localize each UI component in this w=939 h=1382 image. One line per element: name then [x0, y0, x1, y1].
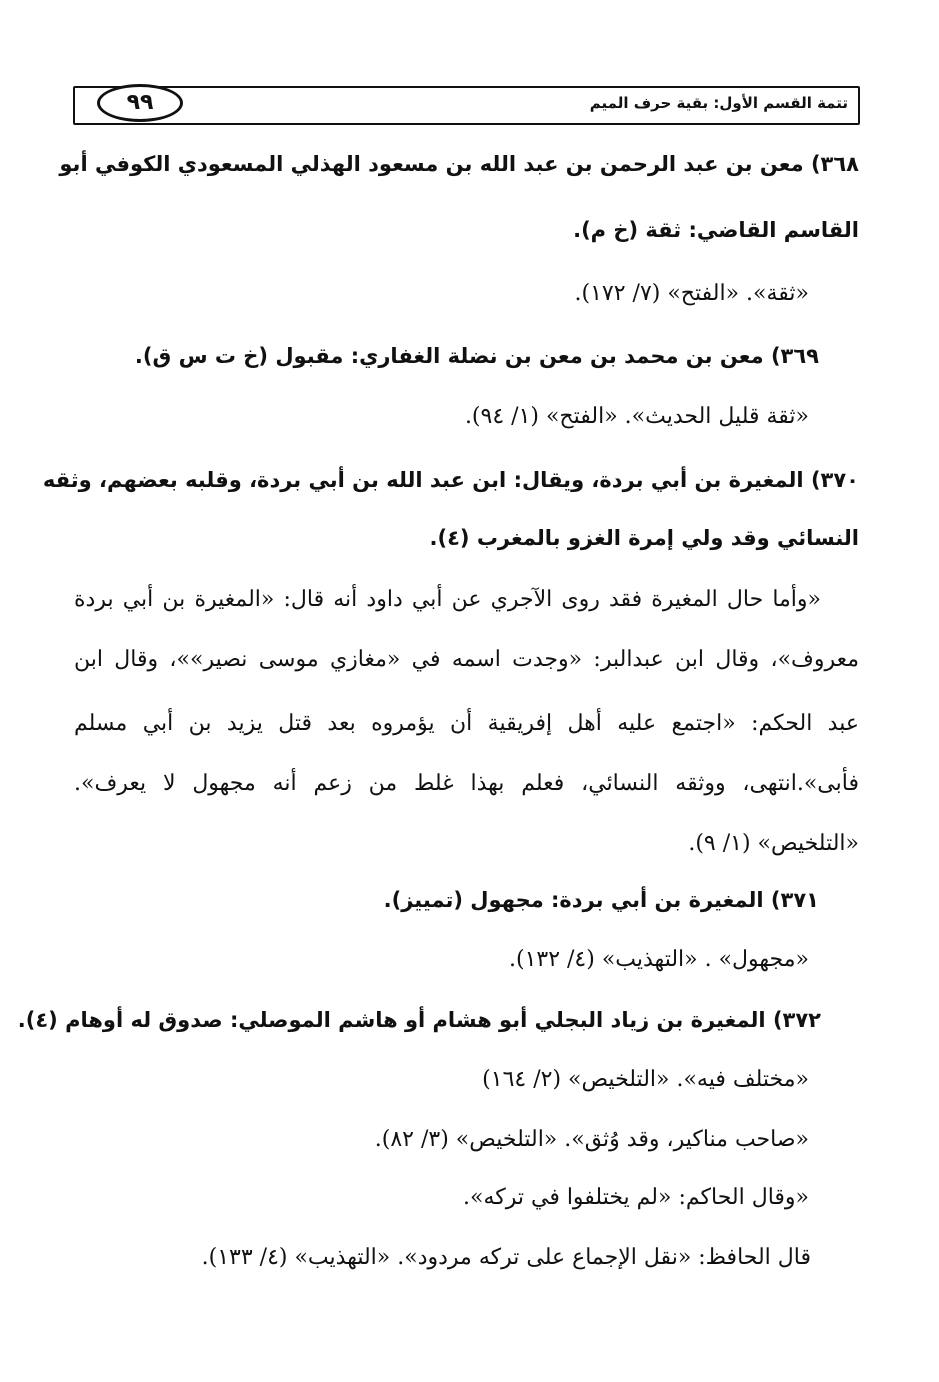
entry-370-line-2: النسائي وقد ولي إمرة الغزو بالمغرب (٤).: [429, 526, 859, 550]
entry-369: ٣٦٩) معن بن محمد بن معن بن نضلة الغفاري: مقبول (خ ت س ق).: [134, 344, 819, 368]
entry-371: ٣٧١) المغيرة بن أبي بردة: مجهول (تمييز).: [383, 888, 819, 912]
entry-372: ٣٧٢) المغيرة بن زياد البجلي أبو هشام أو هاشم الموصلي: صدوق له أوهام (٤).: [17, 1008, 821, 1032]
page-number: ٩٩: [97, 84, 183, 122]
entry-370-line-1: ٣٧٠) المغيرة بن أبي بردة، ويقال: ابن عبد الله بن أبي بردة، وقلبه بعضهم، وثقه: [42, 468, 859, 492]
entry-370-note-line-1: «وأما حال المغيرة فقد روى الآجري عن أبي داود أنه قال: «المغيرة بن أبي بردة: [74, 587, 821, 612]
entry-370-note-line-2: معروف»، وقال ابن عبدالبر: «وجدت اسمه في «مغازي موسى نصير»»، وقال ابن: [74, 647, 859, 672]
entry-372-note-1: «مختلف فيه». «التلخيص» (٢/ ١٦٤): [482, 1067, 809, 1092]
entry-368-note: «ثقة». «الفتح» (٧/ ١٧٢).: [574, 281, 809, 306]
entry-372-note-4: قال الحافظ: «نقل الإجماع على تركه مردود». «التهذيب» (٤/ ١٣٣).: [201, 1245, 811, 1270]
entry-369-note: «ثقة قليل الحديث». «الفتح» (١/ ٩٤).: [464, 404, 809, 429]
entry-368-line-2: القاسم القاضي: ثقة (خ م).: [573, 218, 859, 242]
entry-370-note-line-4: فأبى».انتهى، ووثقه النسائي، فعلم بهذا غلط من زعم أنه مجهول لا يعرف».: [74, 771, 859, 796]
entry-370-note-line-5: «التلخيص» (١/ ٩).: [688, 831, 859, 856]
entry-371-note: «مجهول» . «التهذيب» (٤/ ١٣٢).: [508, 947, 809, 972]
entry-372-note-3: «وقال الحاكم: «لم يختلفوا في تركه».: [463, 1185, 809, 1210]
entry-370-note-line-3: عبد الحكم: «اجتمع عليه أهل إفريقية أن يؤمروه بعد قتل يزيد بن أبي مسلم: [74, 711, 859, 736]
page-header: [73, 86, 860, 125]
entry-368-line-1: ٣٦٨) معن بن عبد الرحمن بن عبد الله بن مسعود الهذلي المسعودي الكوفي أبو: [59, 152, 859, 176]
entry-372-note-2: «صاحب مناكير، وقد وُثق». «التلخيص» (٣/ ٨٢).: [374, 1127, 809, 1152]
running-title: تتمة القسم الأول: بقية حرف الميم: [589, 94, 848, 112]
